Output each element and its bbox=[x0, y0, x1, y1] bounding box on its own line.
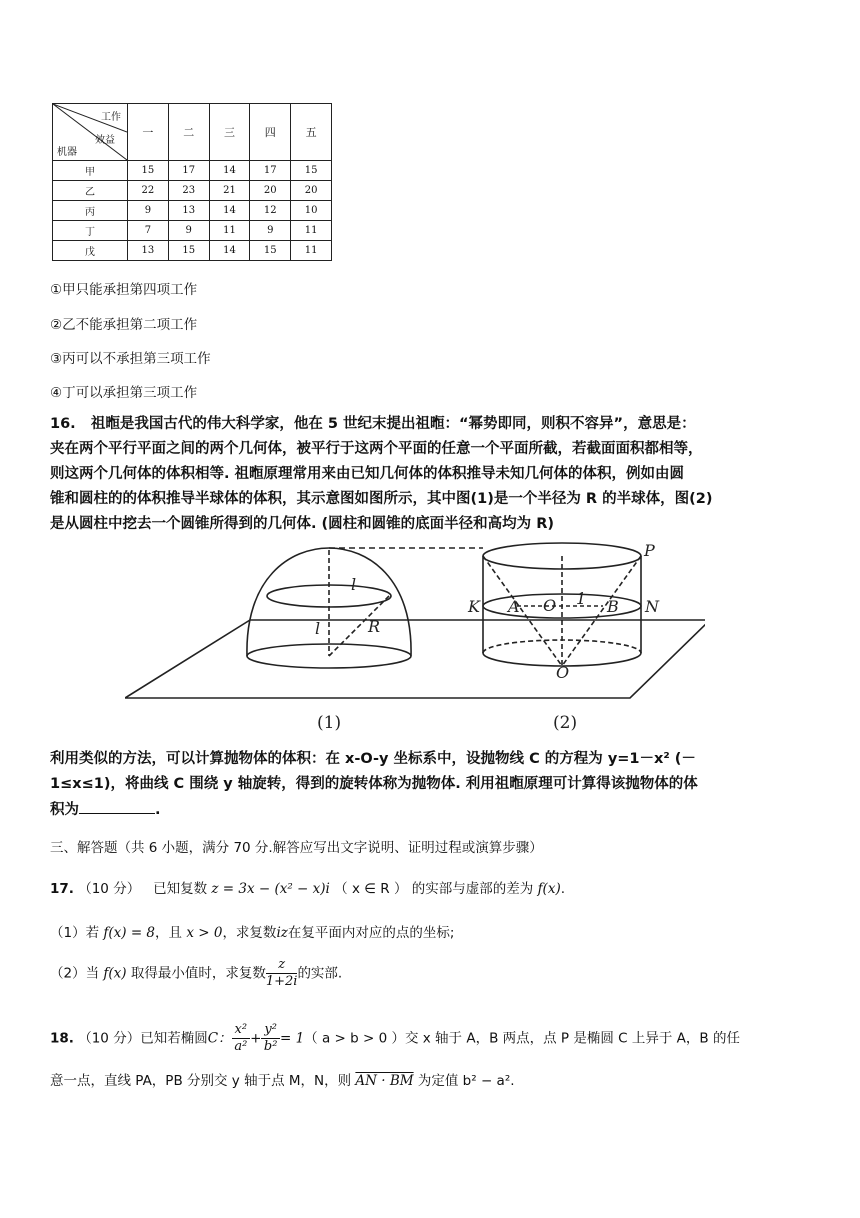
q16-after-line-1: 利用类似的方法，可以计算抛物体的体积：在 x-O-y 坐标系中，设抛物线 C 的方程为 y=1－x² (－ bbox=[50, 751, 696, 767]
label-K: K bbox=[468, 597, 480, 616]
label-one: 1 bbox=[576, 589, 587, 608]
table-cell: 14 bbox=[209, 201, 250, 221]
q18-score: （10 分） bbox=[78, 1030, 141, 1047]
table-row bbox=[53, 181, 332, 201]
table-cell: 15 bbox=[168, 241, 209, 261]
q18-stem-a: 已知若椭圆 bbox=[140, 1030, 208, 1047]
q16-line-3: 则这两个几何体的体积相等. 祖暅原理常用来由已知几何体的体积推导未知几何体的体积，例如由圆 bbox=[50, 466, 685, 482]
col-header: 一 bbox=[128, 104, 169, 161]
option-4: ④丁可以承担第三项工作 bbox=[50, 385, 198, 401]
table-cell: 11 bbox=[291, 241, 332, 261]
q17-stem-a: 已知复数 bbox=[153, 881, 208, 897]
q16-period: . bbox=[155, 802, 161, 818]
row-header: 甲 bbox=[53, 161, 128, 181]
table-row bbox=[53, 201, 332, 221]
table-cell: 23 bbox=[168, 181, 209, 201]
q17-end: . bbox=[560, 881, 566, 897]
option-1: ①甲只能承担第四项工作 bbox=[50, 282, 198, 298]
corner-mid-label: 效益 bbox=[95, 135, 115, 146]
table-cell: 9 bbox=[168, 221, 209, 241]
q18-line-2 bbox=[50, 1069, 515, 1089]
q16-line-1-text: 祖暅是我国古代的伟大科学家，他在 5 世纪末提出祖暅：“幂势即同，则积不容异”，意思是： bbox=[90, 416, 696, 432]
q17-p1-a: （1）若 bbox=[50, 925, 100, 941]
col-header: 三 bbox=[209, 104, 250, 161]
q17-p1-d: ，求复数 bbox=[222, 925, 277, 941]
q16-after-line-3-text: 积为 bbox=[50, 802, 79, 818]
table-cell: 13 bbox=[128, 241, 169, 261]
q18-vector: AN · BM bbox=[355, 1073, 414, 1089]
table-cell: 13 bbox=[168, 201, 209, 221]
table-cell: 17 bbox=[168, 161, 209, 181]
q17-p1-c: x > 0 bbox=[186, 925, 223, 941]
table-cell: 15 bbox=[250, 241, 291, 261]
q18-C: C： bbox=[207, 1030, 232, 1047]
q17-p2-f: f(x) bbox=[103, 965, 127, 982]
label-O1: O bbox=[543, 596, 557, 615]
q16-line-4: 锥和圆柱的的体积推导半球体的体积，其示意图如图所示，其中图(1)是一个半径为 R 的半球体，图(2) bbox=[50, 491, 713, 507]
answer-blank[interactable] bbox=[79, 797, 155, 814]
q17-fraction-num: z bbox=[266, 957, 298, 974]
table-cell: 15 bbox=[128, 161, 169, 181]
col-header: 四 bbox=[250, 104, 291, 161]
q17-p2-c: 的实部. bbox=[297, 965, 343, 982]
q17-fraction bbox=[266, 957, 298, 990]
q17-fraction-den: 1+2i bbox=[265, 974, 298, 989]
q16-text bbox=[50, 412, 810, 537]
q18-a2: a² bbox=[234, 1039, 248, 1054]
q17-part-2 bbox=[50, 957, 342, 990]
q17-part-1 bbox=[50, 921, 454, 941]
q18-line2-end: 为定值 b² − a². bbox=[417, 1073, 515, 1089]
table-cell: 12 bbox=[250, 201, 291, 221]
q16-line-2: 夹在两个平行平面之间的两个几何体，被平行于这两个平面的任意一个平面所截，若截面面积都相等， bbox=[50, 441, 703, 457]
q17-formula: z = 3x − (x² − x)i bbox=[211, 881, 330, 897]
row-header: 丁 bbox=[53, 221, 128, 241]
zuxuan-figure bbox=[125, 538, 705, 738]
corner-left-label: 机器 bbox=[57, 147, 77, 158]
label-A: A bbox=[508, 597, 520, 616]
q16-continuation bbox=[50, 747, 810, 823]
table-cell: 11 bbox=[209, 221, 250, 241]
q18-cond: （ a > b > 0 ） bbox=[304, 1030, 405, 1047]
label-N: N bbox=[645, 597, 659, 616]
table-cell: 21 bbox=[209, 181, 250, 201]
q17-p2-a: （2）当 bbox=[50, 965, 100, 982]
figure-label-2: (2) bbox=[553, 713, 578, 733]
q16-after-line-2: 1≤x≤1)，将曲线 C 围绕 y 轴旋转，得到的旋转体称为抛物体. 利用祖暅原理可计算得该抛物体的体 bbox=[50, 776, 698, 792]
q17-stem bbox=[50, 877, 565, 897]
q16-after-line-3 bbox=[50, 797, 810, 823]
q18-line2-text: 意一点，直线 PA，PB 分别交 y 轴于点 M，N，则 bbox=[50, 1073, 352, 1089]
q17-number: 17. bbox=[50, 881, 74, 897]
row-header: 丙 bbox=[53, 201, 128, 221]
table-cell: 20 bbox=[250, 181, 291, 201]
table-row bbox=[53, 241, 332, 261]
option-3: ③丙可以不承担第三项工作 bbox=[50, 351, 211, 367]
q17-p1-e: iz bbox=[276, 925, 288, 941]
q16-number: 16. bbox=[50, 416, 76, 432]
q18-frac-x bbox=[232, 1022, 251, 1055]
section-3-heading: 三、解答题（共 6 小题，满分 70 分.解答应写出文字说明、证明过程或演算步骤） bbox=[50, 840, 543, 856]
base-plane bbox=[125, 620, 705, 698]
q16-line-5: 是从圆柱中挖去一个圆锥所得到的几何体. (圆柱和圆锥的底面半径和高均为 R) bbox=[50, 516, 555, 532]
q18-stem-b: 交 x 轴于 A，B 两点，点 P 是椭圆 C 上异于 A，B 的任 bbox=[404, 1030, 740, 1047]
label-P: P bbox=[644, 541, 655, 560]
hemisphere bbox=[247, 548, 411, 668]
col-header: 五 bbox=[291, 104, 332, 161]
col-header: 二 bbox=[168, 104, 209, 161]
q18-eq: = 1 bbox=[279, 1030, 305, 1047]
q18-number: 18. bbox=[50, 1030, 74, 1047]
label-R: R bbox=[368, 617, 381, 636]
table-cell: 15 bbox=[291, 161, 332, 181]
q16-line-1 bbox=[50, 412, 810, 437]
table-cell: 14 bbox=[209, 161, 250, 181]
score-table bbox=[52, 103, 332, 261]
row-header: 乙 bbox=[53, 181, 128, 201]
q18-x2: x² bbox=[232, 1022, 251, 1039]
table-cell: 17 bbox=[250, 161, 291, 181]
label-l: l bbox=[315, 619, 321, 638]
figure-label-1: (1) bbox=[317, 713, 342, 733]
q17-score: （10 分） bbox=[78, 881, 141, 897]
q17-stem-b: 的实部与虚部的差为 bbox=[411, 881, 534, 897]
table-cell: 9 bbox=[128, 201, 169, 221]
q17-p2-b: 取得最小值时，求复数 bbox=[130, 965, 266, 982]
table-cell: 20 bbox=[291, 181, 332, 201]
table-row bbox=[53, 161, 332, 181]
q18-frac-y bbox=[261, 1022, 280, 1055]
label-O: O bbox=[556, 663, 570, 682]
q17-p1-f: f(x) = 8 bbox=[103, 925, 156, 941]
table-cell: 14 bbox=[209, 241, 250, 261]
q18-b2: b² bbox=[263, 1039, 278, 1054]
table-cell: 22 bbox=[128, 181, 169, 201]
q17-p1-g: 在复平面内对应的点的坐标; bbox=[287, 925, 455, 941]
table-corner bbox=[53, 104, 128, 161]
table-row bbox=[53, 221, 332, 241]
table-cell: 7 bbox=[128, 221, 169, 241]
row-header: 戊 bbox=[53, 241, 128, 261]
option-2: ②乙不能承担第二项工作 bbox=[50, 317, 198, 333]
table-cell: 9 bbox=[250, 221, 291, 241]
label-l-top: l bbox=[351, 575, 357, 594]
table-cell: 10 bbox=[291, 201, 332, 221]
q17-fx: f(x) bbox=[537, 881, 561, 897]
q17-cond: （ x ∈ R ） bbox=[334, 881, 408, 897]
q18-y2: y² bbox=[261, 1022, 280, 1039]
label-B: B bbox=[607, 597, 619, 616]
q18-stem: 18. （10 分）已知若椭圆C： $\frac{\text{x²}}{\text{a²}}$ + $\frac{\text{y²}}{\text{b²}}$ = 1（ a > b > 0 ）交 x 轴于 A，B 两点，点 P 是椭圆 C 上异于 A，B 的任 bbox=[50, 1022, 740, 1054]
q17-p1-b: ，且 bbox=[155, 925, 183, 941]
table-cell: 11 bbox=[291, 221, 332, 241]
corner-top-label: 工作 bbox=[101, 112, 121, 123]
